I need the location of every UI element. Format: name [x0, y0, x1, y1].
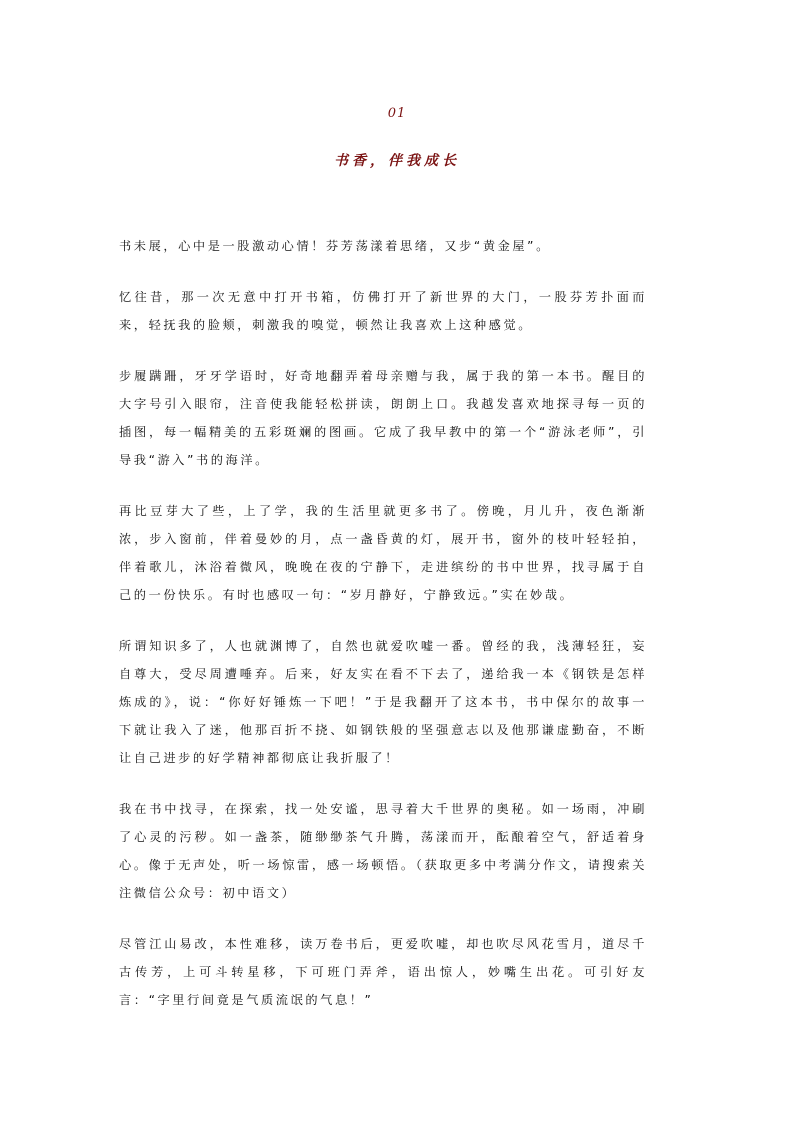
paragraph-1: 书未展，心中是一股激动心情！芬芳荡漾着思绪，又步“黄金屋”。 [119, 239, 551, 253]
section-number: 01 [387, 106, 407, 121]
paragraph-5: 所谓知识多了，人也就渊博了，自然也就爱吹嘘一番。曾经的我，浅薄轻狂，妄自尊大，受尽周遭唾弃。后来，好友实在看不下去了，递给我一本《钢铁是怎样炼成的》，说：“你好好锤炼一下吧！”于是我翻开了这本书，书中保尔的故事一下就让我入了迷，他那百折不挠、如钢铁般的坚强意志以及他那谦虚勤奋，不断让自己进步的好学精神都彻底让我折服了！ [119, 639, 647, 765]
article-body [119, 232, 647, 1037]
paragraph-4: 再比豆芽大了些，上了学，我的生活里就更多书了。傍晚，月儿升，夜色渐渐浓，步入窗前，伴着曼妙的月，点一盏昏黄的灯，展开书，窗外的枝叶轻轻拍，伴着歌儿，沐浴着微风，晚晚在夜的宁静下，走进缤纷的书中世界，找寻属于自己的一份快乐。有时也感叹一句：“岁月静好，宁静致远。”实在妙哉。 [119, 504, 647, 602]
paragraph-3: 步履蹒跚，牙牙学语时，好奇地翻弄着母亲赠与我，属于我的第一本书。醒目的大字号引入眼帘，注音使我能轻松拼读，朗朗上口。我越发喜欢地探寻每一页的插图，每一幅精美的五彩斑斓的图画。它成了我早教中的第一个“游泳老师”，引导我“游入”书的海洋。 [119, 369, 647, 467]
paragraph-6: 我在书中找寻，在探索，找一处安谧，思寻着大千世界的奥秘。如一场雨，冲刷了心灵的污秽。如一盏茶，随缈缈茶气升腾，荡漾而开，酝酿着空气，舒适着身心。像于无声处，听一场惊雷，感一场顿悟。（获取更多中考满分作文，请搜索关注微信公众号：初中语文） [119, 802, 647, 900]
section-title: 书香，伴我成长 [334, 153, 460, 169]
paragraph-7: 尽管江山易改，本性难移，读万卷书后，更爱吹嘘，却也吹尽风花雪月，道尽千古传芳，上可斗转星移，下可班门弄斧，语出惊人，妙嘴生出花。可引好友言：“字里行间竟是气质流氓的气息！” [119, 937, 647, 1007]
paragraph-2: 忆往昔，那一次无意中打开书箱，仿佛打开了新世界的大门，一股芬芳扑面而来，轻抚我的脸颊，刺激我的嗅觉，顿然让我喜欢上这种感觉。 [119, 290, 647, 332]
